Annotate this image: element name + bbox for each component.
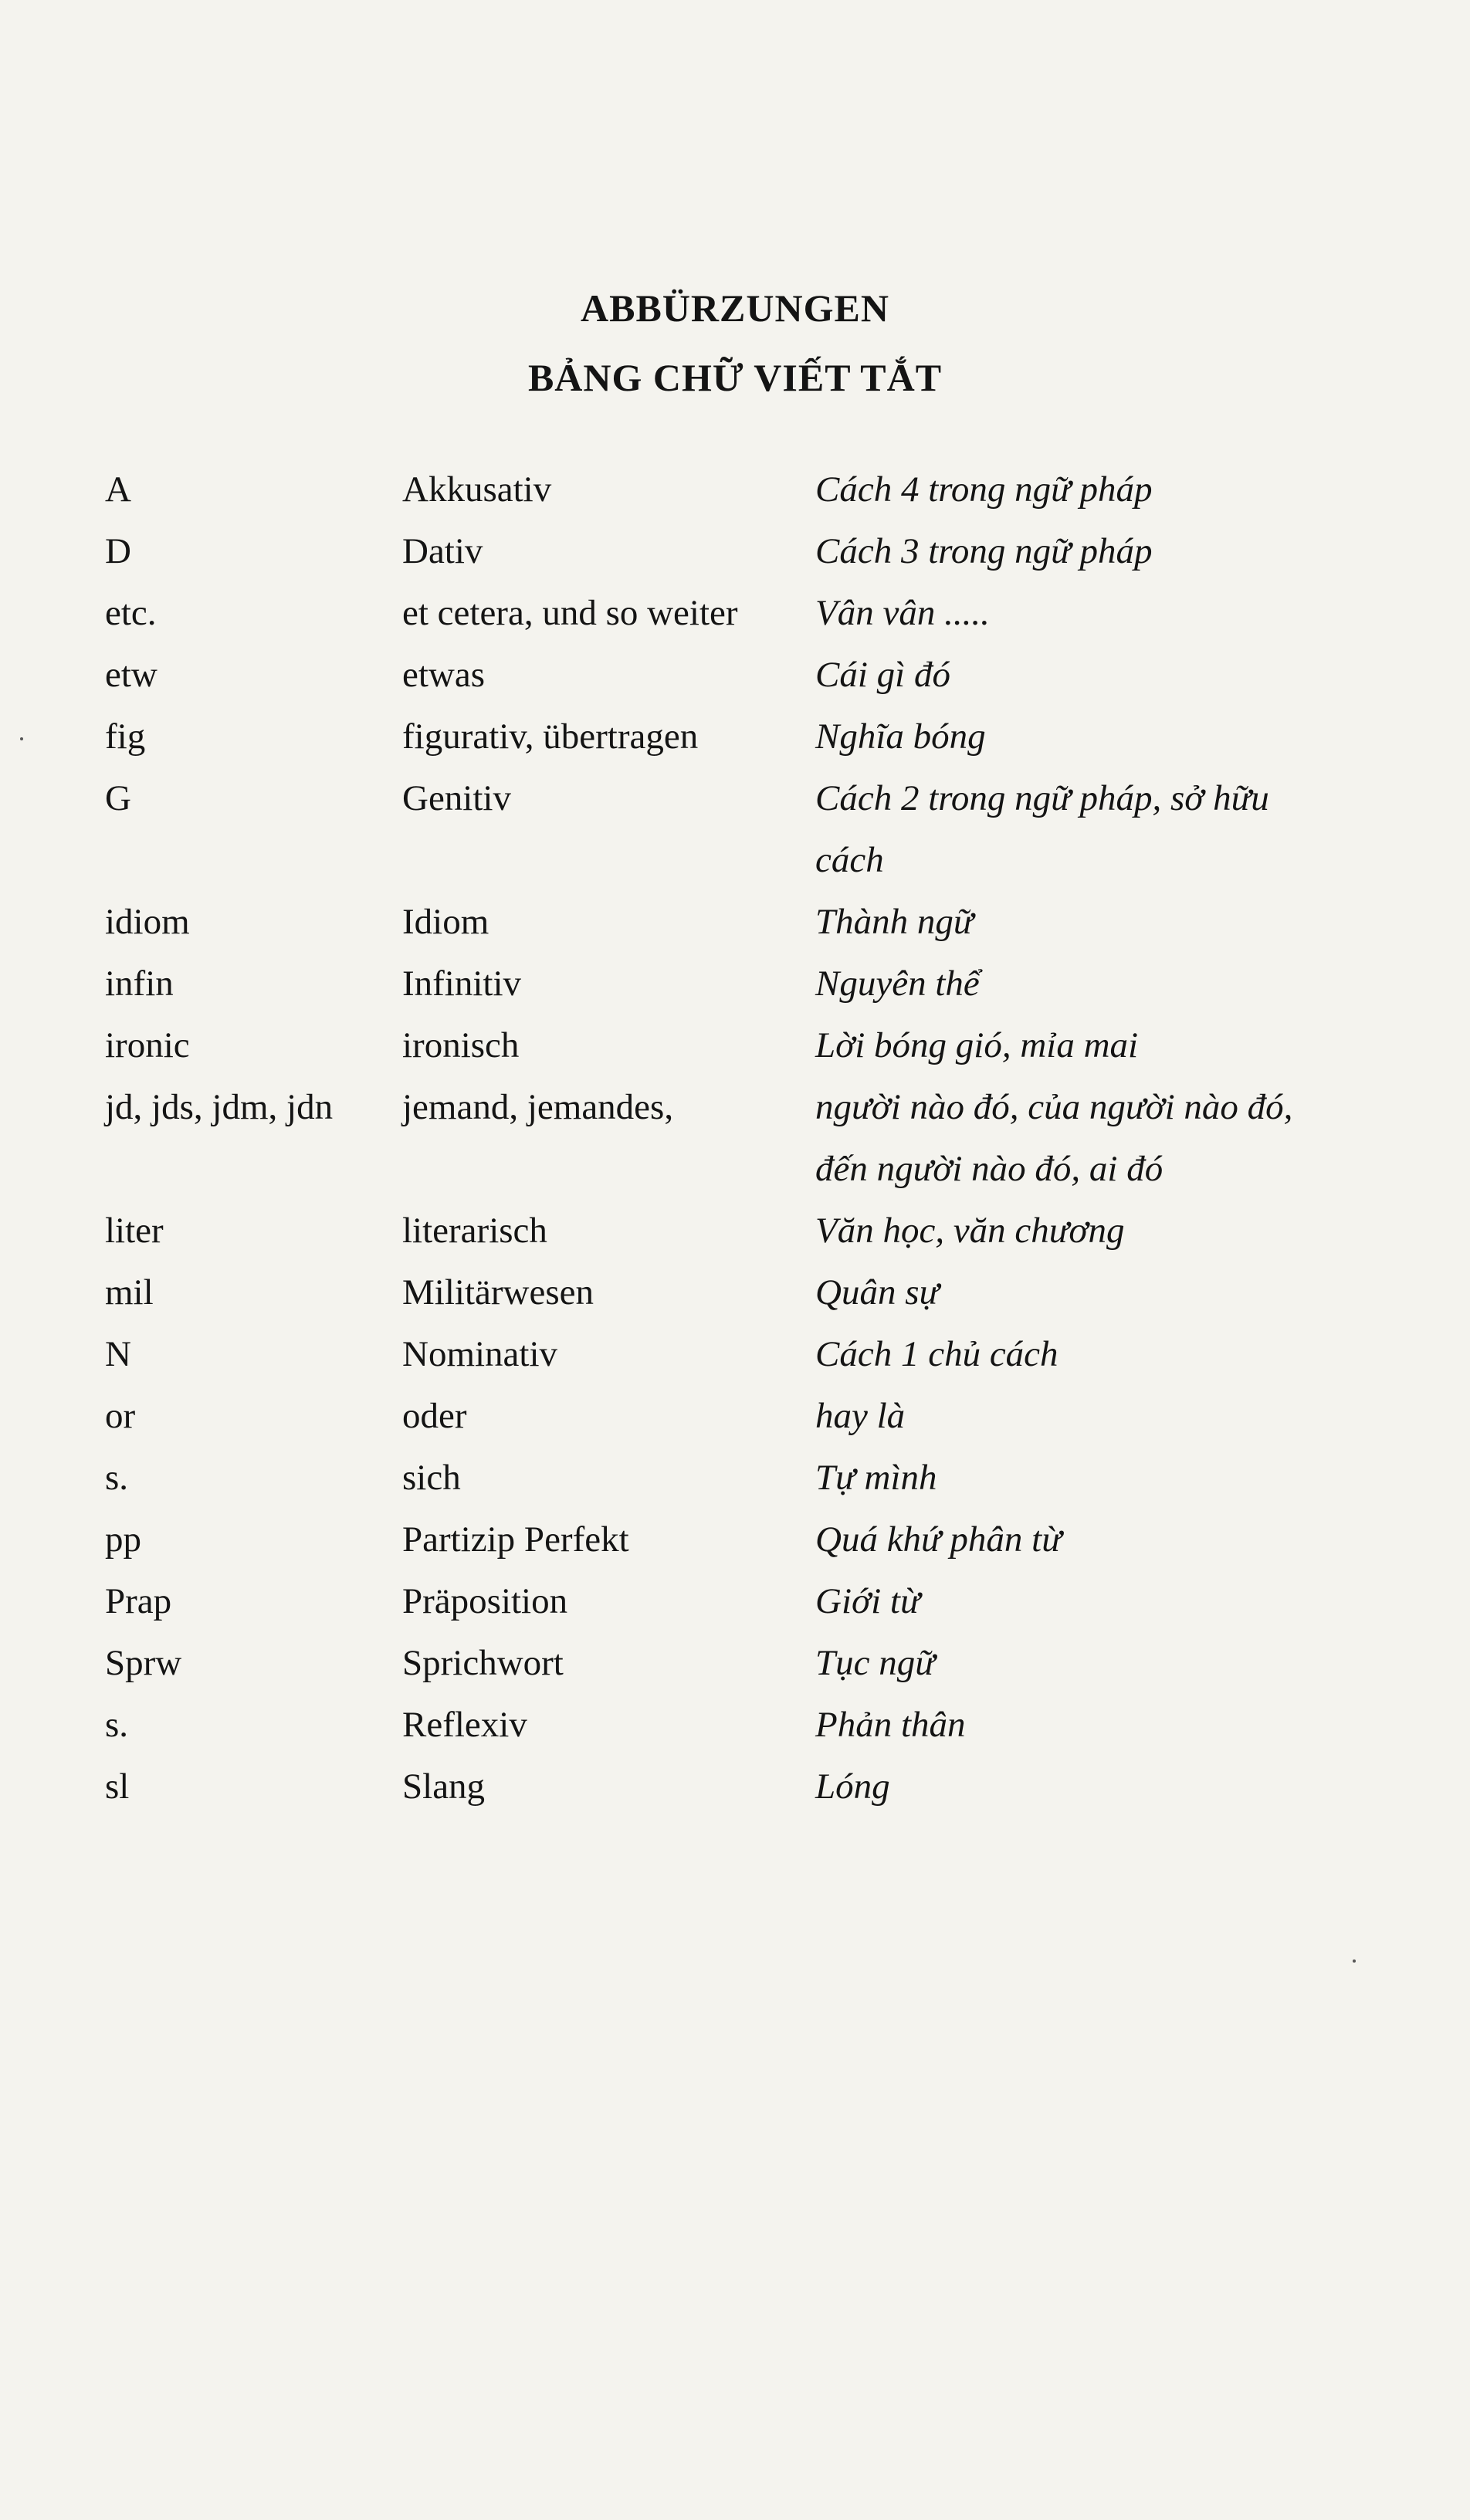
vietnamese-text: Vân vân ..... xyxy=(815,593,990,633)
vietnamese-text: người nào đó, của người nào đó, xyxy=(815,1087,1293,1127)
abbreviation-cell: fig xyxy=(105,716,146,757)
vietnamese-cell xyxy=(815,459,1317,520)
abbreviation-cell: G xyxy=(105,778,131,818)
abbreviation-cell: sl xyxy=(105,1766,130,1807)
abbreviation-cell: s. xyxy=(105,1705,129,1745)
abbreviation-cell: Prap xyxy=(105,1581,172,1621)
vietnamese-text: Lóng xyxy=(815,1766,890,1807)
abbreviation-cell: mil xyxy=(105,1272,154,1312)
german-cell: Nominativ xyxy=(402,1334,558,1374)
german-cell: literarisch xyxy=(402,1211,547,1251)
abbreviation-cell: s. xyxy=(105,1458,129,1498)
vietnamese-cell xyxy=(815,1632,1317,1694)
german-cell: Infinitiv xyxy=(402,964,522,1004)
vietnamese-text: Lời bóng gió, mỉa mai xyxy=(815,1025,1139,1065)
abbreviation-cell: etc. xyxy=(105,593,157,633)
table-row xyxy=(105,1014,1418,1076)
abbreviation-cell: ironic xyxy=(105,1025,190,1065)
abbreviation-cell: infin xyxy=(105,964,174,1004)
abbreviation-cell: etw xyxy=(105,655,158,695)
vietnamese-text: Cách 1 chủ cách xyxy=(815,1334,1058,1374)
vietnamese-text: Cách 3 trong ngữ pháp xyxy=(815,531,1153,571)
vietnamese-cell xyxy=(815,1509,1317,1570)
vietnamese-text-continued: cách xyxy=(815,840,884,880)
abbreviation-cell: D xyxy=(105,531,131,571)
vietnamese-text: Cách 4 trong ngữ pháp xyxy=(815,469,1153,510)
vietnamese-cell xyxy=(815,1756,1317,1817)
table-row xyxy=(105,1385,1418,1447)
paper-speck xyxy=(20,737,23,740)
vietnamese-cell xyxy=(815,1076,1317,1200)
vietnamese-text: Giới từ xyxy=(815,1581,920,1621)
vietnamese-text: Tự mình xyxy=(815,1458,937,1498)
vietnamese-text: Thành ngữ xyxy=(815,902,974,942)
vietnamese-cell xyxy=(815,706,1317,767)
german-cell: Akkusativ xyxy=(402,469,552,510)
table-row xyxy=(105,1509,1418,1570)
abbreviation-cell: jd, jds, jdm, jdn xyxy=(105,1087,334,1127)
vietnamese-cell xyxy=(815,767,1317,891)
vietnamese-cell xyxy=(815,1570,1317,1632)
vietnamese-cell xyxy=(815,582,1317,644)
abbreviation-cell: pp xyxy=(105,1519,141,1560)
table-row xyxy=(105,891,1418,953)
vietnamese-cell xyxy=(815,1262,1317,1323)
german-cell: jemand, jemandes, xyxy=(402,1087,674,1127)
vietnamese-cell xyxy=(815,1323,1317,1385)
table-row xyxy=(105,1570,1418,1632)
table-row xyxy=(105,582,1418,644)
vietnamese-cell xyxy=(815,1447,1317,1509)
table-row xyxy=(105,953,1418,1014)
abbreviation-table xyxy=(105,459,1418,1817)
german-cell: et cetera, und so weiter xyxy=(402,593,738,633)
table-row xyxy=(105,767,1418,891)
german-cell: Präposition xyxy=(402,1581,568,1621)
german-cell: Militärwesen xyxy=(402,1272,594,1312)
vietnamese-text: Nguyên thể xyxy=(815,964,980,1004)
page-title: ABBÜRZUNGEN xyxy=(581,286,889,330)
german-cell: Idiom xyxy=(402,902,489,942)
vietnamese-cell xyxy=(815,1385,1317,1447)
table-row xyxy=(105,1262,1418,1323)
german-cell: Partizip Perfekt xyxy=(402,1519,629,1560)
german-cell: Reflexiv xyxy=(402,1705,527,1745)
vietnamese-cell xyxy=(815,644,1317,706)
table-row xyxy=(105,1447,1418,1509)
table-row xyxy=(105,459,1418,520)
vietnamese-text: Văn học, văn chương xyxy=(815,1211,1125,1251)
vietnamese-text: Tục ngữ xyxy=(815,1643,935,1683)
table-row xyxy=(105,1323,1418,1385)
table-row xyxy=(105,1756,1418,1817)
german-cell: oder xyxy=(402,1396,467,1436)
table-row xyxy=(105,520,1418,582)
vietnamese-text: Cách 2 trong ngữ pháp, sở hữu xyxy=(815,778,1269,818)
german-cell: figurativ, übertragen xyxy=(402,716,699,757)
german-cell: Sprichwort xyxy=(402,1643,564,1683)
german-cell: Slang xyxy=(402,1766,486,1807)
abbreviation-cell: liter xyxy=(105,1211,164,1251)
vietnamese-cell xyxy=(815,1014,1317,1076)
table-row xyxy=(105,1076,1418,1200)
vietnamese-cell xyxy=(815,1200,1317,1262)
vietnamese-cell xyxy=(815,891,1317,953)
table-row xyxy=(105,706,1418,767)
vietnamese-cell xyxy=(815,953,1317,1014)
vietnamese-cell xyxy=(815,1694,1317,1756)
vietnamese-text-continued: đến người nào đó, ai đó xyxy=(815,1149,1163,1189)
abbreviation-cell: N xyxy=(105,1334,131,1374)
table-row xyxy=(105,1694,1418,1756)
vietnamese-text: Phản thân xyxy=(815,1705,966,1745)
vietnamese-cell xyxy=(815,520,1317,582)
table-row xyxy=(105,644,1418,706)
table-row xyxy=(105,1632,1418,1694)
vietnamese-text: Quân sự xyxy=(815,1272,940,1312)
abbreviation-cell: A xyxy=(105,469,131,510)
paper-speck xyxy=(1353,1959,1356,1963)
vietnamese-text: hay là xyxy=(815,1396,906,1436)
abbreviation-cell: or xyxy=(105,1396,136,1436)
vietnamese-text: Quá khứ phân từ xyxy=(815,1519,1062,1560)
abbreviation-cell: Sprw xyxy=(105,1643,182,1683)
german-cell: etwas xyxy=(402,655,486,695)
vietnamese-text: Nghĩa bóng xyxy=(815,716,986,757)
german-cell: sich xyxy=(402,1458,461,1498)
page-subtitle: BẢNG CHỮ VIẾT TẮT xyxy=(527,356,943,399)
table-row xyxy=(105,1200,1418,1262)
vietnamese-text: Cái gì đó xyxy=(815,655,950,695)
german-cell: Genitiv xyxy=(402,778,511,818)
german-cell: ironisch xyxy=(402,1025,520,1065)
german-cell: Dativ xyxy=(402,531,483,571)
abbreviation-cell: idiom xyxy=(105,902,190,942)
